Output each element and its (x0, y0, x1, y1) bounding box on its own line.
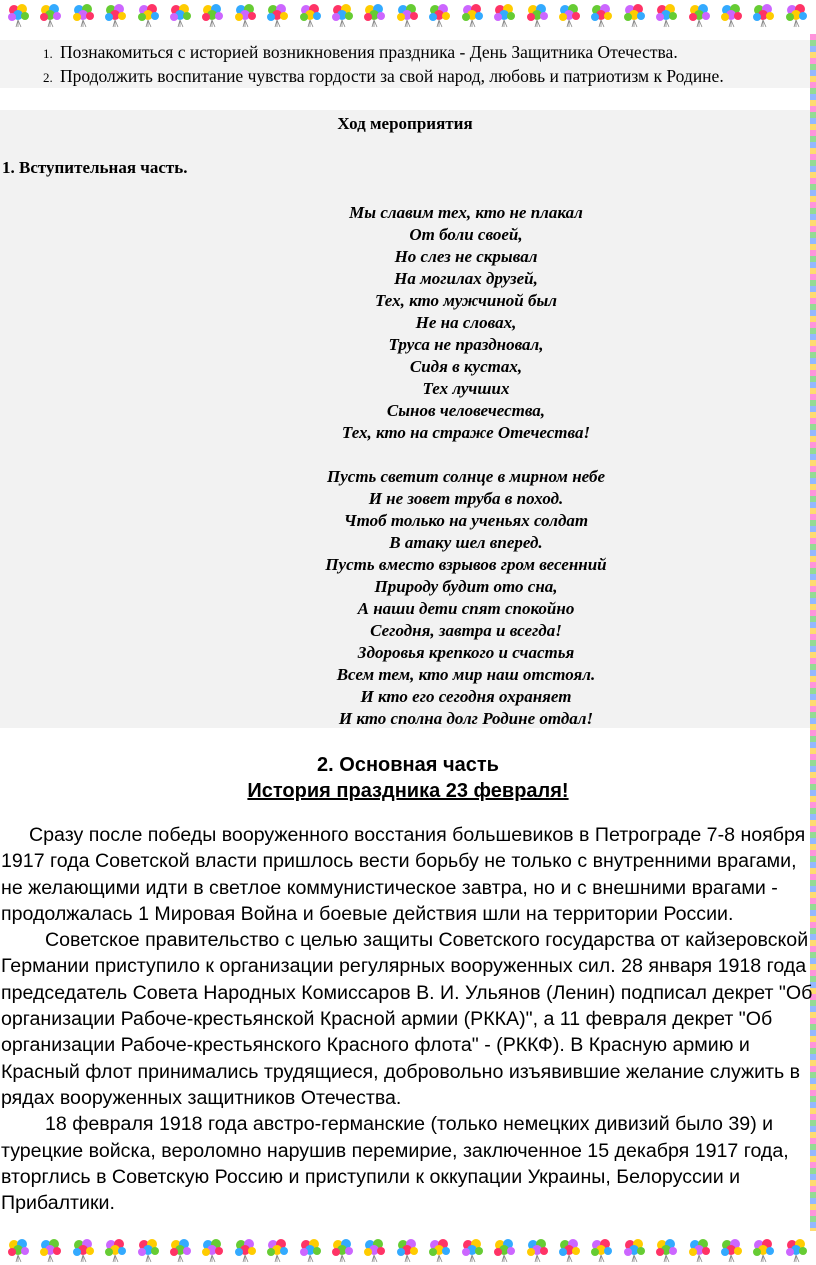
poem-line: На могилах друзей, (394, 269, 538, 288)
balloon-shape (8, 1248, 16, 1256)
balloon-cluster-icon (589, 2, 615, 28)
poem-line: От боли своей, (409, 225, 523, 244)
poem-line: В атаку шел вперед. (389, 533, 543, 552)
balloon-shape (475, 1247, 483, 1255)
balloon-shape (151, 12, 159, 20)
balloon-cluster-icon (71, 2, 97, 28)
balloon-shape (527, 1248, 535, 1256)
balloon-strings (178, 20, 183, 27)
balloon-strings (48, 1255, 53, 1262)
balloon-cluster-icon (200, 1237, 226, 1263)
balloon-shape (300, 1248, 308, 1256)
bottom-balloon-border (0, 1235, 816, 1265)
poem-line: Пусть вместо взрывов гром весенний (325, 555, 607, 574)
balloon-shape (105, 1248, 113, 1256)
balloon-cluster-icon (38, 2, 64, 28)
balloon-shape (300, 13, 308, 21)
plan-title: Ход мероприятия (337, 114, 473, 133)
balloon-strings (210, 1255, 215, 1262)
balloon-shape (540, 12, 548, 20)
balloon-strings (599, 20, 604, 27)
balloon-cluster-icon (589, 1237, 615, 1263)
top-balloon-border (0, 0, 816, 30)
balloon-cluster-icon (168, 1237, 194, 1263)
goals-list-block (0, 40, 810, 88)
balloon-cluster-icon (298, 1237, 324, 1263)
balloon-shape (604, 12, 612, 20)
balloon-strings (48, 20, 53, 27)
balloon-shape (624, 1248, 632, 1256)
poem-stanza-2 (0, 466, 816, 730)
balloon-strings (81, 1255, 86, 1262)
balloon-cluster-icon (654, 2, 680, 28)
poem (0, 202, 816, 730)
holiday-history-heading: История праздника 23 февраля! (247, 780, 569, 802)
balloon-cluster-icon (168, 2, 194, 28)
balloon-shape (734, 12, 742, 20)
balloon-cluster-icon (71, 1237, 97, 1263)
balloon-cluster-icon (330, 2, 356, 28)
balloon-shape (183, 12, 191, 20)
balloon-strings (470, 20, 475, 27)
balloon-shape (559, 13, 567, 21)
balloon-strings (275, 1255, 280, 1262)
balloon-strings (405, 1255, 410, 1262)
balloon-shape (138, 13, 146, 21)
balloon-strings (16, 1255, 21, 1262)
poem-line: Пусть светит солнце в мирном небе (327, 467, 605, 486)
balloon-shape (86, 12, 94, 20)
balloon-cluster-icon (6, 1237, 32, 1263)
balloon-cluster-icon (298, 2, 324, 28)
balloon-cluster-icon (200, 2, 226, 28)
balloon-cluster-icon (622, 1237, 648, 1263)
balloon-shape (753, 1248, 761, 1256)
balloon-strings (502, 20, 507, 27)
balloon-shape (721, 13, 729, 21)
balloon-cluster-icon (362, 1237, 388, 1263)
balloon-shape (637, 12, 645, 20)
balloon-shape (267, 1248, 275, 1256)
balloon-shape (215, 12, 223, 20)
balloon-shape (86, 1247, 94, 1255)
balloon-shape (345, 1247, 353, 1255)
intro-heading: 1. Вступительная часть. (2, 158, 188, 177)
balloon-strings (340, 1255, 345, 1262)
poem-line: Тех, кто на страже Отечества! (341, 423, 591, 442)
balloon-cluster-icon (38, 1237, 64, 1263)
balloon-cluster-icon (492, 2, 518, 28)
balloon-cluster-icon (751, 2, 777, 28)
poem-line: Сынов человечества, (386, 401, 546, 420)
balloon-shape (507, 12, 515, 20)
balloon-shape (540, 1247, 548, 1255)
balloon-shape (604, 1247, 612, 1255)
balloon-shape (507, 1247, 515, 1255)
balloon-strings (437, 20, 442, 27)
poem-line: Сегодня, завтра и всегда! (370, 621, 562, 640)
balloon-shape (183, 1247, 191, 1255)
balloon-shape (799, 12, 807, 20)
history-paragraph: 18 февраля 1918 года австро-германские (только немецких дивизий было 39) и турецкие войска, вероломно нарушив перемирие, заключенное 15 декабря 1917 года, вторглись в Советскую Россию и приступили к оккупации Украины, Белоруссии и Прибалтики. (1, 1113, 789, 1215)
balloon-shape (170, 13, 178, 21)
balloon-shape (170, 1248, 178, 1256)
balloon-shape (40, 13, 48, 21)
history-paragraph: Советское правительство с целью защиты Советского государства от кайзеровской Германии приступило к организации регулярных вооруженных сил. 28 января 1918 года председатель Совета Народных Комиссаров В. И. Ульянов (Ленин) подписал декрет "Об организации Рабоче-крестьянской Красной армии (РККА)", а 11 февраля декрет "Об организации Рабоче-крестьянского Красного флота" - (РККФ). В Красную армию и Красный флот принимались трудящиеся, добровольно изъявившие желание служить в рядах вооруженных защитников Отечества. (1, 929, 813, 1109)
balloon-strings (372, 20, 377, 27)
balloon-strings (405, 20, 410, 27)
balloon-shape (656, 1248, 664, 1256)
poem-line: И кто его сегодня охраняет (360, 687, 572, 706)
balloon-shape (313, 1247, 321, 1255)
balloon-strings (535, 1255, 540, 1262)
poem-line: Мы славим тех, кто не плакал (349, 203, 583, 222)
balloon-cluster-icon (525, 2, 551, 28)
balloon-shape (73, 1248, 81, 1256)
balloon-shape (280, 1247, 288, 1255)
balloon-shape (313, 12, 321, 20)
balloon-cluster-icon (362, 2, 388, 28)
balloon-shape (235, 1248, 243, 1256)
balloon-shape (138, 1248, 146, 1256)
balloon-cluster-icon (557, 1237, 583, 1263)
balloon-shape (235, 13, 243, 21)
balloon-shape (786, 1248, 794, 1256)
balloon-cluster-icon (395, 1237, 421, 1263)
poem-line: Не на словах, (415, 313, 517, 332)
balloon-shape (345, 12, 353, 20)
balloon-shape (8, 13, 16, 21)
balloon-shape (105, 13, 113, 21)
balloon-cluster-icon (427, 1237, 453, 1263)
balloon-shape (559, 1248, 567, 1256)
balloon-strings (664, 20, 669, 27)
poem-line: Природу будит ото сна, (374, 577, 558, 596)
balloon-strings (697, 20, 702, 27)
balloon-shape (669, 1247, 677, 1255)
balloon-shape (377, 1247, 385, 1255)
balloon-cluster-icon (427, 2, 453, 28)
balloon-shape (442, 12, 450, 20)
poem-line: И не зовет труба в поход. (368, 489, 564, 508)
balloon-cluster-icon (233, 2, 259, 28)
balloon-strings (567, 1255, 572, 1262)
balloon-cluster-icon (460, 1237, 486, 1263)
balloon-shape (202, 13, 210, 21)
balloon-cluster-icon (233, 1237, 259, 1263)
balloon-shape (21, 1247, 29, 1255)
balloon-shape (53, 12, 61, 20)
balloon-shape (202, 1248, 210, 1256)
balloon-shape (766, 1247, 774, 1255)
balloon-shape (397, 13, 405, 21)
balloon-shape (572, 1247, 580, 1255)
balloon-shape (753, 13, 761, 21)
balloon-shape (689, 1248, 697, 1256)
balloon-shape (702, 1247, 710, 1255)
history-paragraph: Сразу после победы вооруженного восстания большевиков в Петрограде 7-8 ноября 1917 года Советской власти пришлось вести борьбу не только с внутренними врагами, не желающими идти в светлое коммунистическое завтра, но и с внешними врагами - продолжалась 1 Мировая Война и боевые действия шли на территории России. (1, 824, 806, 925)
balloon-strings (81, 20, 86, 27)
balloon-shape (702, 12, 710, 20)
balloon-strings (567, 20, 572, 27)
balloon-strings (470, 1255, 475, 1262)
goals-list (0, 40, 810, 88)
balloon-shape (118, 1247, 126, 1255)
balloon-strings (729, 20, 734, 27)
balloon-shape (527, 13, 535, 21)
balloon-cluster-icon (265, 1237, 291, 1263)
balloon-shape (410, 12, 418, 20)
balloon-strings (437, 1255, 442, 1262)
balloon-shape (669, 12, 677, 20)
balloon-cluster-icon (622, 2, 648, 28)
balloon-strings (146, 20, 151, 27)
event-plan-section (0, 110, 810, 728)
balloon-cluster-icon (330, 1237, 356, 1263)
main-heading-title: 2. Основная часть (317, 754, 499, 776)
balloon-strings (794, 1255, 799, 1262)
balloon-shape (494, 13, 502, 21)
balloon-shape (364, 13, 372, 21)
balloon-cluster-icon (492, 1237, 518, 1263)
balloon-shape (215, 1247, 223, 1255)
balloon-strings (632, 20, 637, 27)
balloon-shape (637, 1247, 645, 1255)
balloon-shape (73, 13, 81, 21)
balloon-strings (275, 20, 280, 27)
balloon-cluster-icon (460, 2, 486, 28)
balloon-shape (429, 1248, 437, 1256)
balloon-cluster-icon (784, 2, 810, 28)
balloon-cluster-icon (136, 1237, 162, 1263)
balloon-shape (377, 12, 385, 20)
poem-line: Здоровья крепкого и счастья (357, 643, 575, 662)
balloon-cluster-icon (687, 2, 713, 28)
balloon-shape (151, 1247, 159, 1255)
balloon-strings (697, 1255, 702, 1262)
balloon-shape (248, 12, 256, 20)
balloon-cluster-icon (719, 1237, 745, 1263)
balloon-shape (494, 1248, 502, 1256)
balloon-shape (410, 1247, 418, 1255)
balloon-strings (794, 20, 799, 27)
balloon-shape (462, 1248, 470, 1256)
balloon-cluster-icon (751, 1237, 777, 1263)
balloon-strings (729, 1255, 734, 1262)
balloon-shape (429, 13, 437, 21)
balloon-cluster-icon (136, 2, 162, 28)
poem-line: А наши дети спят спокойно (357, 599, 575, 618)
goal-item: 1. Познакомиться с историей возникновения праздника - День Защитника Отечества. (56, 40, 810, 64)
goal-item: 2. Продолжить воспитание чувства гордости за свой народ, любовь и патриотизм к Родине. (56, 64, 810, 88)
balloon-shape (332, 1248, 340, 1256)
balloon-strings (16, 20, 21, 27)
balloon-strings (146, 1255, 151, 1262)
balloon-strings (664, 1255, 669, 1262)
balloon-cluster-icon (103, 1237, 129, 1263)
balloon-shape (656, 13, 664, 21)
balloon-shape (624, 13, 632, 21)
balloon-strings (113, 20, 118, 27)
balloon-shape (591, 13, 599, 21)
balloon-strings (372, 1255, 377, 1262)
balloon-shape (786, 13, 794, 21)
balloon-strings (340, 20, 345, 27)
balloon-shape (248, 1247, 256, 1255)
poem-line: Сидя в кустах, (409, 357, 523, 376)
balloon-shape (118, 12, 126, 20)
balloon-shape (21, 12, 29, 20)
balloon-shape (53, 1247, 61, 1255)
balloon-cluster-icon (784, 1237, 810, 1263)
balloon-cluster-icon (557, 2, 583, 28)
balloon-cluster-icon (103, 2, 129, 28)
balloon-shape (397, 1248, 405, 1256)
balloon-strings (243, 20, 248, 27)
balloon-shape (689, 13, 697, 21)
balloon-shape (442, 1247, 450, 1255)
balloon-strings (308, 20, 313, 27)
balloon-strings (502, 1255, 507, 1262)
poem-stanza-1 (0, 202, 816, 444)
balloon-strings (243, 1255, 248, 1262)
balloon-strings (761, 20, 766, 27)
balloon-shape (280, 12, 288, 20)
balloon-strings (599, 1255, 604, 1262)
balloon-strings (535, 20, 540, 27)
balloon-cluster-icon (525, 1237, 551, 1263)
balloon-shape (572, 12, 580, 20)
poem-line: Тех, кто мужчиной был (375, 291, 557, 310)
balloon-shape (591, 1248, 599, 1256)
balloon-shape (766, 12, 774, 20)
poem-line: Тех лучших (422, 379, 510, 398)
poem-line: Но слез не скрывал (394, 247, 538, 266)
balloon-shape (40, 1248, 48, 1256)
balloon-cluster-icon (719, 2, 745, 28)
balloon-shape (332, 13, 340, 21)
balloon-cluster-icon (265, 2, 291, 28)
balloon-shape (462, 13, 470, 21)
balloon-shape (721, 1248, 729, 1256)
balloon-strings (178, 1255, 183, 1262)
balloon-shape (475, 12, 483, 20)
balloon-cluster-icon (687, 1237, 713, 1263)
balloon-cluster-icon (395, 2, 421, 28)
balloon-cluster-icon (6, 2, 32, 28)
poem-line: Всем тем, кто мир наш отстоял. (336, 665, 596, 684)
balloon-strings (210, 20, 215, 27)
balloon-strings (761, 1255, 766, 1262)
balloon-strings (632, 1255, 637, 1262)
main-part-heading (0, 752, 816, 804)
balloon-shape (267, 13, 275, 21)
balloon-shape (364, 1248, 372, 1256)
poem-line: И кто сполна долг Родине отдал! (338, 709, 594, 728)
balloon-strings (113, 1255, 118, 1262)
balloon-shape (734, 1247, 742, 1255)
history-text (1, 822, 816, 1216)
balloon-shape (799, 1247, 807, 1255)
poem-line: Чтоб только на ученьях солдат (343, 511, 589, 530)
poem-line: Труса не праздновал, (388, 335, 544, 354)
balloon-cluster-icon (654, 1237, 680, 1263)
balloon-strings (308, 1255, 313, 1262)
